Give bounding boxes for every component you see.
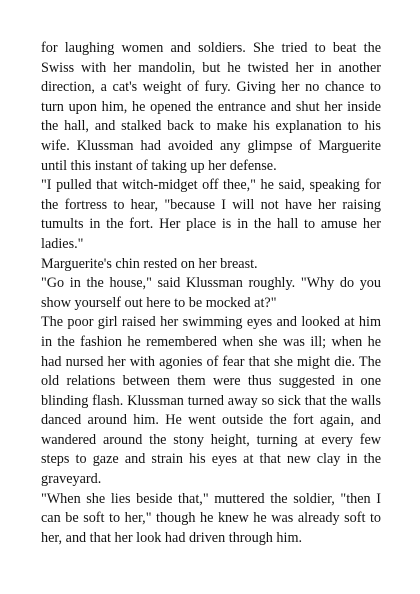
paragraph-1: for laughing women and soldiers. She tried to beat the Swiss with her mandolin, but he twisted her in another direction, a cat's weight of fury. Giving her no chance to turn upon him, he opened the entrance and shut her inside the hall, and stalked back to make his explanation to his wife. Klussman had avoided any glimpse of Marguerite until this instant of taking up her defense. [41, 40, 381, 174]
paragraph-4: "Go in the house," said Klussman roughly. "Why do you show yourself out here to be mocked at?" [41, 275, 381, 311]
paragraph-5: The poor girl raised her swimming eyes and looked at him in the fashion he remembered when she was ill; when he had nursed her with agonies of fear that she might die. The old relations between them were thus suggested in one blinding flash. Klussman turned away so sick that the walls danced around him. He went outside the fort again, and wandered around the stony height, turning at every few steps to gaze and strain his eyes at that new clay in the graveyard. [41, 314, 381, 488]
body-text [41, 39, 381, 548]
paragraph-6: "When she lies beside that," muttered the soldier, "then I can be soft to her," though he knew he was already soft to her, and that her look had driven through him. [41, 490, 381, 546]
paragraph-2: "I pulled that witch-midget off thee," he said, speaking for the fortress to hear, "because I will not have her raising tumults in the fort. Her place is in the hall to amuse her ladies." [41, 177, 381, 252]
paragraph-3: Marguerite's chin rested on her breast. [41, 255, 258, 272]
